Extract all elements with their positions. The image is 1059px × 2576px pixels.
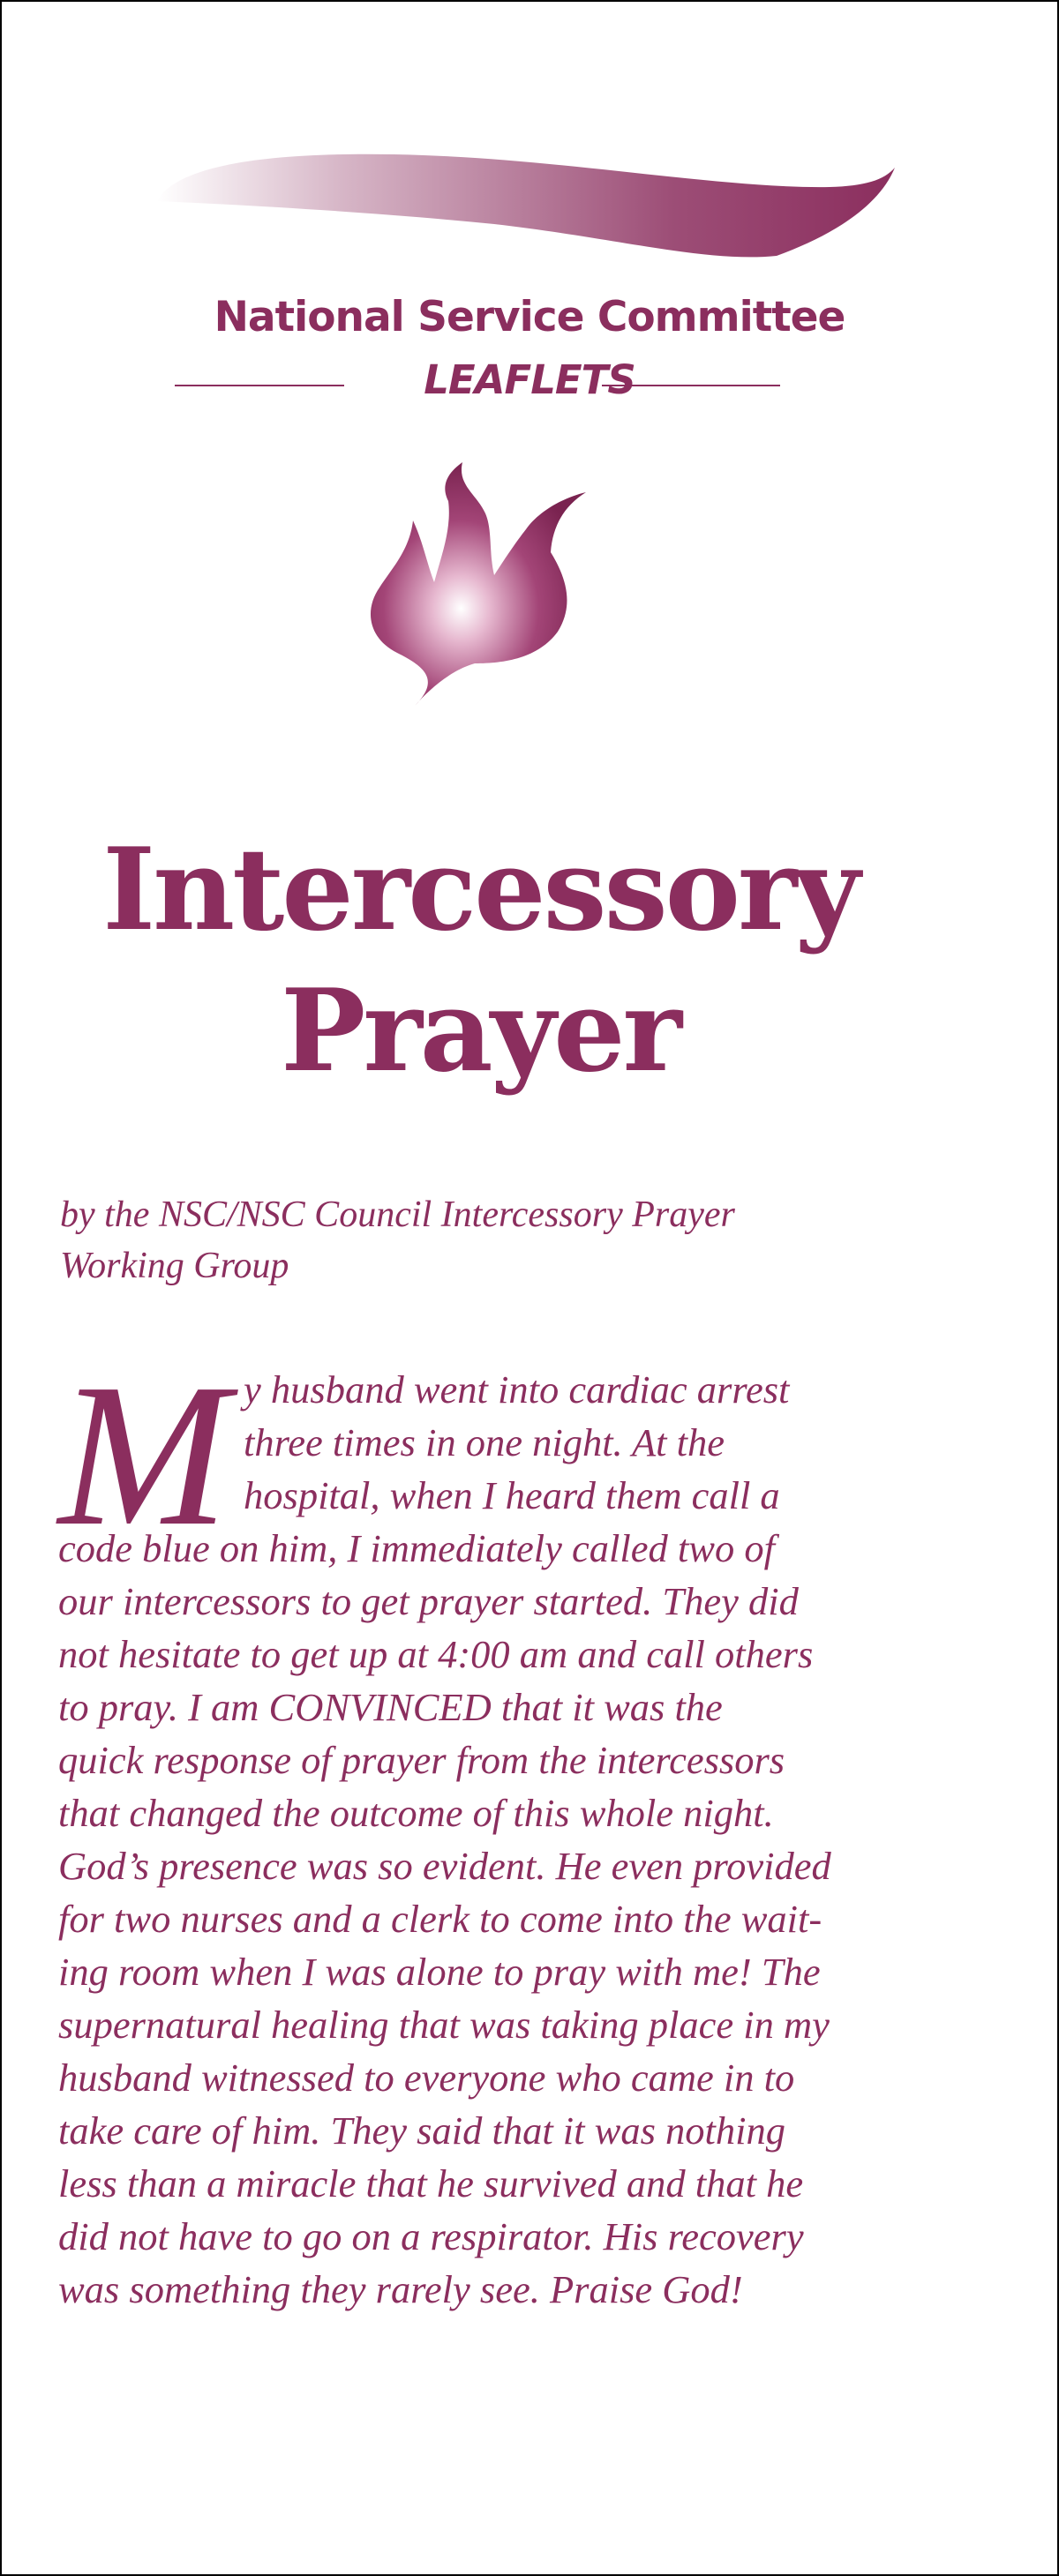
series-label: LEAFLETS <box>424 356 635 403</box>
title-line-1: Intercessory <box>102 824 858 956</box>
story-line: take care of him. They said that it was nothing <box>58 2108 786 2153</box>
byline-line-2: Working Group <box>60 1246 289 1286</box>
story-line: to pray. I am CONVINCED that it was the <box>58 1685 723 1729</box>
story-line: quick response of prayer from the intercessors <box>58 1738 785 1782</box>
story-line: three times in one night. At the <box>244 1420 725 1464</box>
drop-cap: M <box>58 1342 229 1569</box>
title-line-2: Prayer <box>281 965 680 1097</box>
story-line: that changed the outcome of this whole night. <box>58 1791 774 1835</box>
story-line: for two nurses and a clerk to come into the wait- <box>58 1897 822 1941</box>
story-line: ing room when I was alone to pray with me! The <box>58 1950 821 1994</box>
org-name: National Service Committee <box>214 293 845 341</box>
byline <box>60 1189 943 1292</box>
story-line: husband witnessed to everyone who came in to <box>58 2056 795 2100</box>
story-line: did not have to go on a respirator. His recovery <box>58 2214 804 2258</box>
story-line: God’s presence was so evident. He even provided <box>58 1844 831 1888</box>
story-line: not hesitate to get up at 4:00 am and call others <box>58 1632 814 1676</box>
dove-flame-icon <box>353 459 609 723</box>
byline-line-1: by the NSC/NSC Council Intercessory Prayer <box>60 1194 735 1235</box>
story-line: hospital, when I heard them call a <box>244 1473 780 1517</box>
story-line: supernatural healing that was taking place in my <box>58 2003 830 2047</box>
testimony-text <box>58 1363 927 2316</box>
story-line: our intercessors to get prayer started. They did <box>58 1579 799 1623</box>
story-line: code blue on him, I immediately called two of <box>58 1526 775 1570</box>
swoosh-banner-icon <box>0 0 1059 282</box>
story-line: less than a miracle that he survived and that he <box>58 2161 804 2205</box>
story-line: was something they rarely see. Praise God! <box>58 2267 743 2311</box>
rule-right <box>602 385 780 386</box>
story-line: y husband went into cardiac arrest <box>244 1367 790 1412</box>
